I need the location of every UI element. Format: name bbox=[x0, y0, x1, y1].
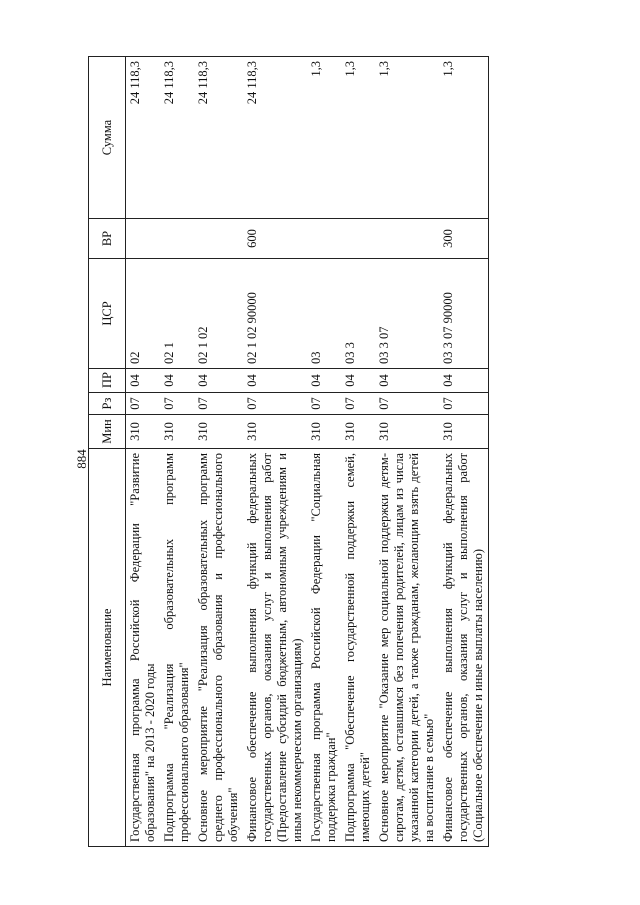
row-vr bbox=[194, 219, 243, 259]
header-min: Мин bbox=[89, 415, 126, 449]
row-sum: 24 118,3 bbox=[126, 57, 161, 219]
row-name: Основное мероприятие "Реализация образовательных программ среднего профессионального образования и профессионального обучения" bbox=[194, 449, 243, 847]
row-rz: 07 bbox=[439, 393, 489, 415]
rotated-page-content bbox=[88, 57, 598, 847]
row-csr: 03 3 bbox=[341, 259, 375, 369]
row-vr: 600 bbox=[243, 219, 307, 259]
row-rz: 07 bbox=[126, 393, 161, 415]
row-pr: 04 bbox=[375, 369, 439, 393]
table-row bbox=[341, 57, 375, 847]
row-rz: 07 bbox=[375, 393, 439, 415]
row-name: Основное мероприятие "Оказание мер социальной поддержки детям-сиротам, детям, оставшимся без попечения родителей, лицам из числа указанной категории детей, а также гражданам, желающим взять детей на воспитание в семью" bbox=[375, 449, 439, 847]
header-name: Наименование bbox=[89, 449, 126, 847]
row-csr: 03 3 07 bbox=[375, 259, 439, 369]
header-sum: Сумма bbox=[89, 57, 126, 219]
row-pr: 04 bbox=[341, 369, 375, 393]
row-min: 310 bbox=[194, 415, 243, 449]
row-name: Подпрограмма "Обеспечение государственной поддержки семей, имеющих детей" bbox=[341, 449, 375, 847]
row-pr: 04 bbox=[307, 369, 341, 393]
table-row bbox=[307, 57, 341, 847]
row-min: 310 bbox=[307, 415, 341, 449]
row-min: 310 bbox=[160, 415, 194, 449]
row-pr: 04 bbox=[439, 369, 489, 393]
row-csr: 03 bbox=[307, 259, 341, 369]
row-min: 310 bbox=[243, 415, 307, 449]
row-pr: 04 bbox=[194, 369, 243, 393]
table-row bbox=[126, 57, 161, 847]
row-vr bbox=[375, 219, 439, 259]
header-pr: ПР bbox=[89, 369, 126, 393]
row-sum: 1,3 bbox=[307, 57, 341, 219]
row-vr bbox=[126, 219, 161, 259]
header-vr: ВР bbox=[89, 219, 126, 259]
row-name: Финансовое обеспечение выполнения функций федеральных государственных органов, оказания услуг и выполнения работ (Социальное обеспечение и иные выплаты населению) bbox=[439, 449, 489, 847]
table-row bbox=[194, 57, 243, 847]
row-sum: 24 118,3 bbox=[160, 57, 194, 219]
table-header-row bbox=[89, 57, 126, 847]
row-name: Государственная программа Российской Федерации "Развитие образования" на 2013 - 2020 годы bbox=[126, 449, 161, 847]
row-rz: 07 bbox=[160, 393, 194, 415]
row-sum: 24 118,3 bbox=[194, 57, 243, 219]
table-row bbox=[160, 57, 194, 847]
table-row bbox=[243, 57, 307, 847]
row-pr: 04 bbox=[160, 369, 194, 393]
table-row bbox=[375, 57, 439, 847]
row-min: 310 bbox=[375, 415, 439, 449]
row-sum: 1,3 bbox=[341, 57, 375, 219]
budget-table bbox=[88, 56, 489, 847]
header-rz: Рз bbox=[89, 393, 126, 415]
row-name: Государственная программа Российской Федерации "Социальная поддержка граждан" bbox=[307, 449, 341, 847]
table-row bbox=[439, 57, 489, 847]
row-min: 310 bbox=[341, 415, 375, 449]
row-csr: 02 1 02 bbox=[194, 259, 243, 369]
page-number: 884 bbox=[74, 449, 89, 469]
row-sum: 1,3 bbox=[375, 57, 439, 219]
row-sum: 24 118,3 bbox=[243, 57, 307, 219]
row-csr: 02 1 02 90000 bbox=[243, 259, 307, 369]
header-csr: ЦСР bbox=[89, 259, 126, 369]
row-name: Финансовое обеспечение выполнения функций федеральных государственных органов, оказания услуг и выполнения работ (Предоставление субсидий бюджетным, автономным учреждениям и иным некоммерческим организациям) bbox=[243, 449, 307, 847]
row-vr bbox=[160, 219, 194, 259]
row-vr bbox=[341, 219, 375, 259]
row-pr: 04 bbox=[126, 369, 161, 393]
row-min: 310 bbox=[126, 415, 161, 449]
row-rz: 07 bbox=[194, 393, 243, 415]
row-vr: 300 bbox=[439, 219, 489, 259]
row-pr: 04 bbox=[243, 369, 307, 393]
row-rz: 07 bbox=[341, 393, 375, 415]
row-csr: 02 bbox=[126, 259, 161, 369]
row-rz: 07 bbox=[243, 393, 307, 415]
row-rz: 07 bbox=[307, 393, 341, 415]
row-min: 310 bbox=[439, 415, 489, 449]
row-vr bbox=[307, 219, 341, 259]
row-csr: 02 1 bbox=[160, 259, 194, 369]
row-name: Подпрограмма "Реализация образовательных программ профессионального образования" bbox=[160, 449, 194, 847]
row-csr: 03 3 07 90000 bbox=[439, 259, 489, 369]
row-sum: 1,3 bbox=[439, 57, 489, 219]
